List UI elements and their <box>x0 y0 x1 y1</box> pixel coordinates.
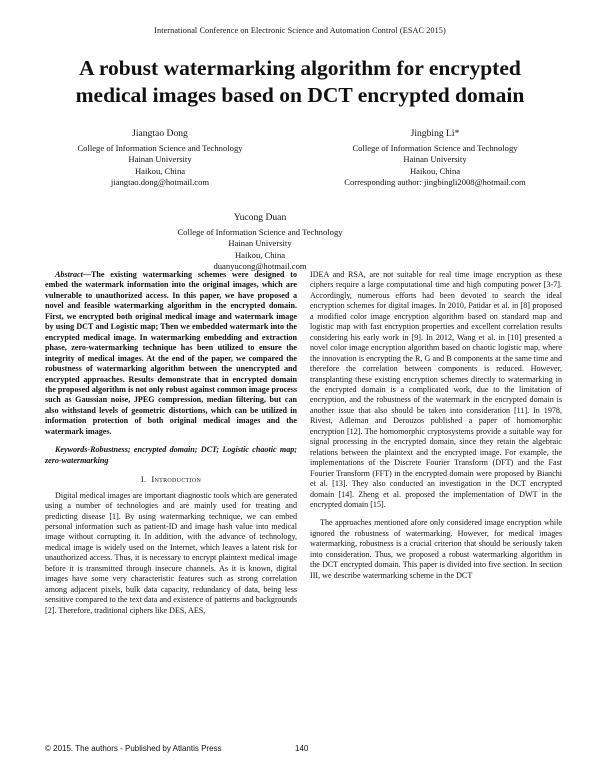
author-affiliation: College of Information Science and Technology <box>177 226 343 237</box>
abstract <box>45 270 297 437</box>
author-name: Jingbing Li* <box>410 128 460 139</box>
author-university: Hainan University <box>228 238 292 249</box>
intro-paragraph-1: Digital medical images are important diagnostic tools which are generated using a number of technologies and are mainly used for treating and predicting disease [1]. By using watermarking technique, we can embed personal information such as patient-ID and image hash value into medical image without corrupting it. In addition, with the advance of technology, medical image is widely used on the Internet, which leaves a latent risk for unauthorized access. Thus, it is necessary to encrypt plaintext medical image before it is transmitted through insecure channels. As it is known, digital images have some very characteristic features such as strong correlation among adjacent pixels, bulk data capacity, redundancy of data, being less sensitive compared to the text data and existence of patterns and backgrounds [2]. Therefore, traditional ciphers like DES, AES, <box>45 490 297 615</box>
author-email: jiangtao.dong@hotmail.com <box>110 177 210 188</box>
intro-paragraph-3: The approaches mentioned afore only considered image encryption while ignored the robustness of watermarking. However, for medical images watermarking, robustness is a crucial criterion that should be seriously taken into consideration. Thus, we proposed a robust watermarking algorithm in the DCT encrypted domain. This paper is divided into five section. In section III, we describe watermarking scheme in the DCT <box>310 518 562 580</box>
intro-paragraph-2: IDEA and RSA, are not suitable for real time image encryption as these ciphers require a large computational time and high computing power [3-7]. Accordingly, numerous efforts had been devoted to search the ideal encryption schemes for digital images. In 2010, Patidar et al. in [8] proposed a modified color image encryption algorithm based on standard map and logistic map with fast encryption properties and excellent correlation results considering his early work in [9]. In 2012, Wang et al. in [10] presented a novel color image encryption algorithm based on chaotic logistic map, where the innovation is encrypting the R, G and B components at the same time and therefore the correlation between components is reduced. However, transplanting these existing encryption schemes directly to watermarking in the encrypted domain is a complicated work, due to the limitation of encryption, and the robustness of the watermark in the encrypted domain is another issue that also should be taken into consideration [11]. In 1978, Rivest, Adleman and Derouzos published a paper of homomorphic encryption [12]. The homomorphic cryptosystems provide a suitable way for signal processing in the encrypted domain, since they retain the algebraic relations between the plaintext and the encrypted image. For example, the implementations of the Discrete Fourier Transform (DFT) and the Fast Fourier Transform (FFT) in the encrypted domain were proposed by Bianchi et al. [13]. They also conducted an investigation in the DCT encrypted domain [14]. Zheng et al. proposed the implementation of DWT in the encrypted domain [15]. <box>310 270 562 509</box>
author-affiliation: College of Information Science and Technology <box>77 142 243 153</box>
title-line-2: medical images based on DCT encrypted domain <box>75 83 525 107</box>
page-number: 140 <box>295 744 309 753</box>
abstract-label: Abstract— <box>55 270 91 279</box>
title-line-1: A robust watermarking algorithm for encrypted <box>79 56 521 80</box>
author-city: Haikou, China <box>409 165 461 176</box>
left-column <box>45 270 297 624</box>
author-university: Hainan University <box>403 154 467 165</box>
author-block-duan <box>140 212 380 273</box>
paper-title <box>40 55 560 109</box>
section-title: Introduction <box>151 474 202 485</box>
section-heading <box>45 474 297 484</box>
abstract-text: The existing watermarking schemes were designed to embed the watermark information into the original images, which are vulnerable to unauthorized access. In this paper, we have proposed a novel and feasible watermarking algorithm in the encrypted domain. First, we encrypted both original medical image and watermark image by using DCT and Logistic map; Then we embedded watermark into the encrypted medical image. In watermarking embedding and extraction phase, zero-watermarking technique has been utilized to ensure the integrity of medical images. At the end of the paper, we compared the robustness of watermarking algorithm between the unencrypted and encrypted approaches. Results demonstrate that in encrypted domain the proposed algorithm is not only robust against common image process such as Gaussian noise, JPEG compression, median filtering, but can also withstand levels of geometric distortions, which can be utilized in information protection of both original medical images and the watermark images. <box>45 270 297 436</box>
keywords: Keywords-Robustness; encrypted domain; DCT; Logistic chaotic map; zero-watermarking <box>45 445 297 465</box>
author-city: Haikou, China <box>134 165 186 176</box>
author-email: duanyucong@hotmail.com <box>213 261 307 272</box>
author-email: Corresponding author: jingbingli2008@hotmail.com <box>344 177 526 188</box>
section-number: I. <box>140 474 147 485</box>
author-name: Yucong Duan <box>233 212 287 223</box>
author-university: Hainan University <box>128 154 192 165</box>
right-column <box>310 270 562 589</box>
author-name: Jiangtao Dong <box>132 128 188 139</box>
conference-header: International Conference on Electronic Science and Automation Control (ESAC 2015) <box>154 26 446 35</box>
author-block-dong <box>40 128 280 189</box>
author-city: Haikou, China <box>234 249 286 260</box>
author-block-li <box>300 128 570 189</box>
author-affiliation: College of Information Science and Technology <box>352 142 518 153</box>
footer-copyright: © 2015. The authors - Published by Atlantis Press <box>45 744 222 753</box>
